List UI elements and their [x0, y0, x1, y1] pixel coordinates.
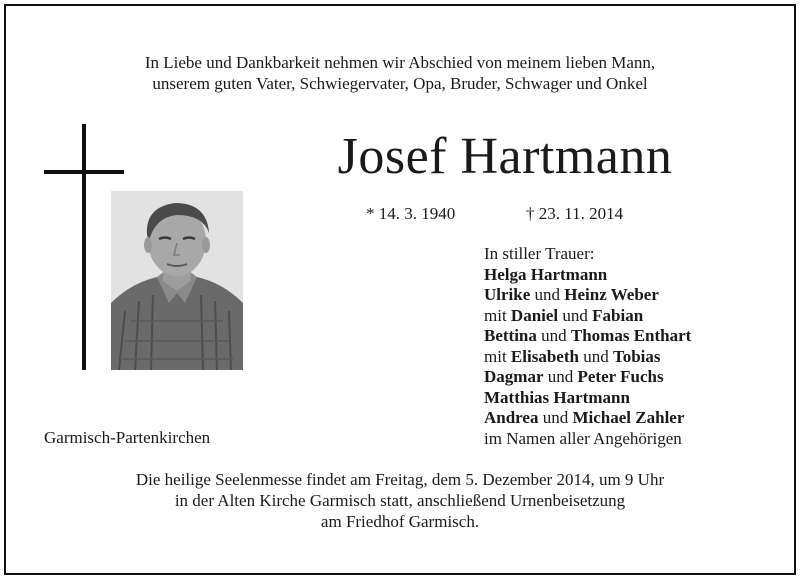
intro-line-2: unserem guten Vater, Schwiegervater, Opa, Bruder, Schwager und Onkel: [152, 74, 648, 93]
mourner-line: [484, 285, 784, 306]
preposition: mit: [484, 346, 511, 366]
mourner-name: Ulrike: [484, 285, 531, 304]
conjunction: und: [543, 367, 578, 386]
conjunction: und: [538, 408, 573, 427]
cross-horizontal-bar: [44, 170, 124, 174]
mourners-heading: In stiller Trauer:: [484, 244, 595, 263]
intro-line-1: In Liebe und Dankbarkeit nehmen wir Abschied von meinem lieben Mann,: [144, 53, 656, 72]
mourner-name: Dagmar: [484, 367, 544, 386]
mourners-closing: im Namen aller Angehörigen: [484, 428, 682, 448]
conjunction: und: [530, 285, 565, 304]
intro-text: [0, 52, 800, 94]
conjunction: und: [558, 305, 593, 325]
mourner-line: [484, 326, 784, 347]
portrait-photo-illustration: [111, 191, 243, 370]
conjunction: und: [578, 346, 613, 366]
mourner-line: [484, 347, 784, 368]
birth-date: * 14. 3. 1940: [366, 204, 456, 223]
place-name: Garmisch-Partenkirchen: [44, 428, 211, 447]
service-line-3: am Friedhof Garmisch.: [320, 512, 480, 531]
service-info: [0, 469, 800, 532]
preposition: mit: [484, 305, 511, 325]
mourner-line: [484, 367, 784, 388]
mourners-list: [484, 244, 784, 449]
service-line-2: in der Alten Kirche Garmisch statt, anschließend Urnenbeisetzung: [174, 491, 626, 510]
mourner-name: Fabian: [592, 305, 644, 325]
mourner-name: Bettina: [484, 326, 537, 345]
mourner-line: [484, 388, 784, 409]
mourner-name: Matthias Hartmann: [484, 387, 630, 407]
mourner-name: Helga Hartmann: [484, 264, 608, 284]
mourner-name: Tobias: [612, 346, 661, 366]
mourner-name: Daniel: [510, 305, 559, 325]
portrait-photo: [111, 191, 243, 370]
mourner-line: [484, 265, 784, 286]
mourner-line: [484, 408, 784, 429]
death-date: † 23. 11. 2014: [526, 204, 624, 223]
mourner-name: Peter Fuchs: [577, 367, 664, 386]
mourner-name: Michael Zahler: [572, 408, 685, 427]
mourner-name: Elisabeth: [510, 346, 579, 366]
mourner-line: [484, 306, 784, 327]
deceased-name: Josef Hartmann: [337, 128, 673, 185]
conjunction: und: [536, 326, 571, 345]
mourner-name: Heinz Weber: [564, 285, 659, 304]
service-line-1: Die heilige Seelenmesse findet am Freitag, dem 5. Dezember 2014, um 9 Uhr: [135, 470, 665, 489]
cross-vertical-bar: [82, 124, 86, 370]
mourner-name: Andrea: [484, 408, 539, 427]
mourner-name: Thomas Enthart: [570, 326, 692, 345]
